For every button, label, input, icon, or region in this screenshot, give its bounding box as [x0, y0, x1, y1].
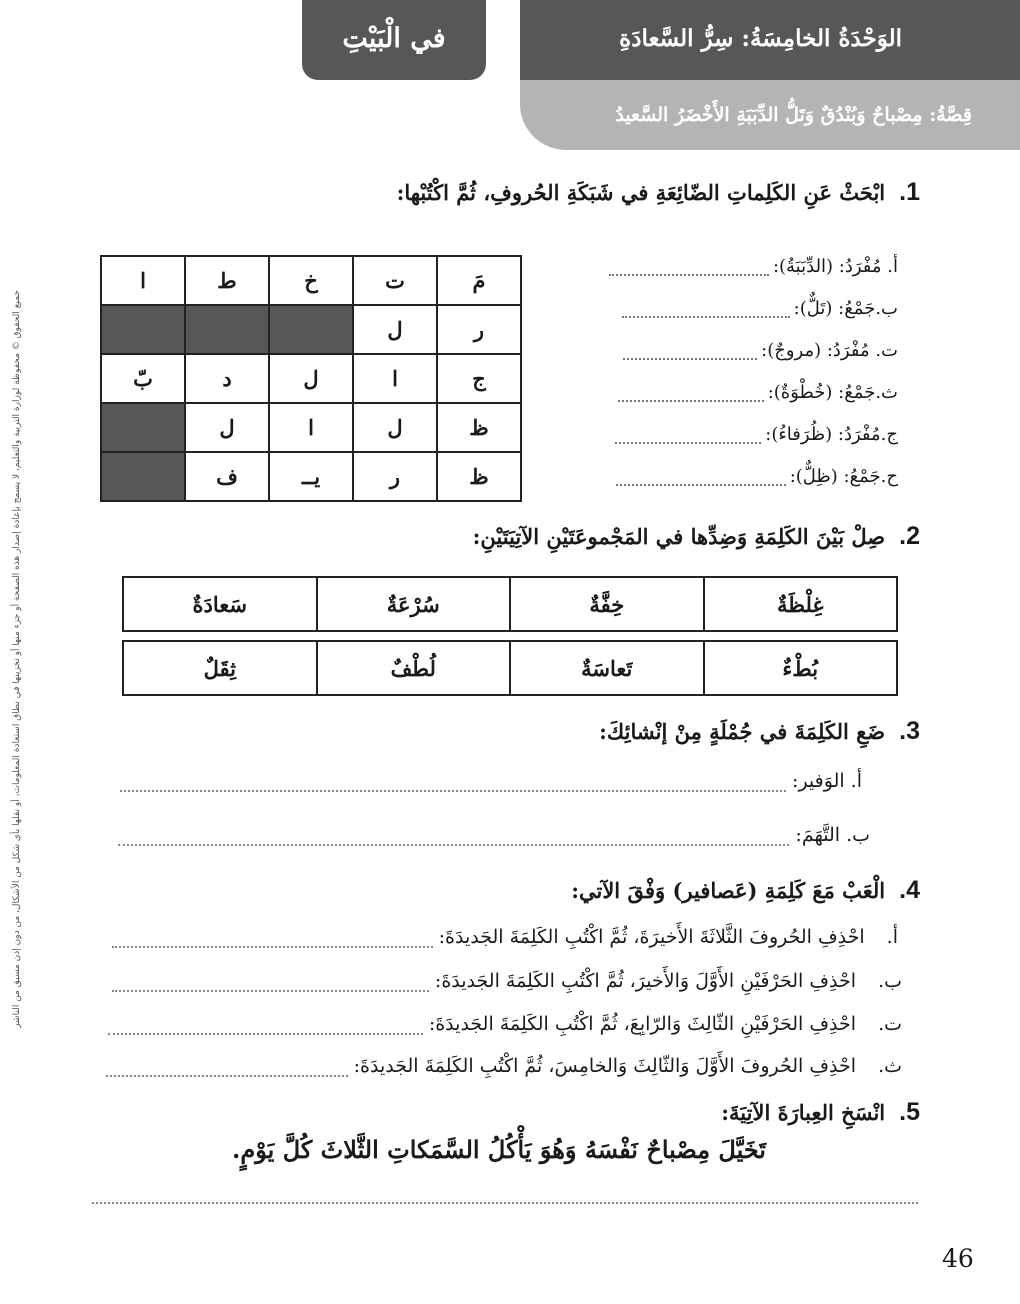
q3-answer-line-a[interactable]	[120, 778, 786, 792]
q1-answer-line[interactable]	[616, 468, 786, 486]
grid-row	[101, 256, 521, 305]
pairs-row-2-table	[122, 640, 898, 696]
grid-row	[101, 305, 521, 354]
pair-word[interactable]: سَعادَةٌ	[123, 577, 317, 631]
question-2-title: صِلْ بَيْنَ الكَلِمَةِ وَضِدِّها في المَجْموعَتَيْنِ الآتِيَتَيْنِ:	[472, 524, 886, 549]
grid-cell[interactable]: ج	[437, 354, 521, 403]
q4-item-letter: ت.	[878, 1013, 902, 1035]
question-2-heading	[473, 522, 920, 551]
q1-item-label: ح.جَمْعُ: (ظِلٌّ):	[789, 466, 898, 487]
pairs-row-1-table	[122, 576, 898, 632]
q3-item-a	[120, 770, 862, 792]
grid-cell-shaded[interactable]	[185, 305, 269, 354]
q5-answer-line[interactable]	[92, 1202, 918, 1204]
q4-item	[108, 1013, 902, 1035]
q4-item	[106, 1055, 902, 1077]
q4-answer-line[interactable]	[108, 1021, 423, 1035]
q4-item	[112, 970, 902, 992]
q4-item	[112, 926, 898, 948]
q1-item	[558, 462, 898, 504]
grid-row	[101, 403, 521, 452]
q1-answer-line[interactable]	[618, 384, 764, 402]
question-3-heading	[599, 717, 920, 746]
pair-word[interactable]: سُرْعَةٌ	[317, 577, 511, 631]
question-1-heading	[397, 178, 920, 207]
q3-answer-line-b[interactable]	[118, 832, 789, 846]
q3-item-b-label: ب. التَّهَمَ:	[795, 824, 870, 846]
question-3-number: 3.	[899, 717, 920, 745]
q1-item-label: أ. مُفْرَدُ: (الدِّبَبَةُ):	[772, 256, 898, 277]
q1-item	[558, 336, 898, 378]
q1-item-label: ث.جَمْعُ: (خُطْوَةٌ):	[767, 382, 898, 403]
q1-item	[558, 420, 898, 462]
grid-cell[interactable]: ت	[353, 256, 437, 305]
question-5-number: 5.	[899, 1098, 920, 1126]
q4-answer-line[interactable]	[112, 934, 433, 948]
grid-row	[101, 354, 521, 403]
q4-item-letter: ث.	[878, 1055, 902, 1077]
q4-item-letter: أ.	[886, 926, 898, 948]
grid-cell[interactable]: د	[185, 354, 269, 403]
q4-item-text: احْذِفِ الحَرْفَيْنِ الأَوَّلَ وَالأَخيرَ، ثُمَّ اكْتُبِ الكَلِمَةَ الجَديدَةَ:	[434, 970, 857, 992]
q1-answer-line[interactable]	[615, 426, 761, 444]
grid-cell[interactable]: ط	[185, 256, 269, 305]
grid-cell[interactable]: ل	[269, 354, 353, 403]
page-number: 46	[942, 1244, 974, 1273]
grid-cell-shaded[interactable]	[101, 452, 185, 501]
pair-word[interactable]: خِفَّةٌ	[510, 577, 704, 631]
grid-cell[interactable]: ل	[185, 403, 269, 452]
grid-cell[interactable]: ظ	[437, 403, 521, 452]
unit-title: الوَحْدَةُ الخامِسَةُ: سِرُّ السَّعادَةِ	[520, 0, 1020, 80]
q1-word-list	[558, 252, 898, 504]
grid-row	[101, 452, 521, 501]
grid-cell[interactable]: يــ	[269, 452, 353, 501]
q1-item-label: ب.جَمْعُ: (تَلٌّ):	[793, 298, 898, 319]
pair-word[interactable]: بُطْءٌ	[704, 641, 898, 695]
question-4-title: الْعَبْ مَعَ كَلِمَةِ (عَصافير) وَفْقَ الآتي:	[571, 878, 886, 903]
question-5-title: انْسَخِ العِبارَةَ الآتِيَةَ:	[721, 1100, 886, 1125]
grid-cell[interactable]: خ	[269, 256, 353, 305]
grid-cell[interactable]: ا	[269, 403, 353, 452]
pair-word[interactable]: تَعاسَةٌ	[510, 641, 704, 695]
q4-answer-line[interactable]	[112, 978, 429, 992]
grid-cell-shaded[interactable]	[269, 305, 353, 354]
grid-cell[interactable]: ف	[185, 452, 269, 501]
q4-item-letter: ب.	[878, 970, 902, 992]
letter-grid	[100, 255, 522, 502]
q3-item-b	[118, 824, 870, 846]
pair-word[interactable]: غِلْظَةٌ	[704, 577, 898, 631]
question-2-number: 2.	[899, 522, 920, 550]
q1-answer-line[interactable]	[623, 342, 757, 360]
grid-cell[interactable]: ا	[353, 354, 437, 403]
question-5-heading	[721, 1098, 920, 1127]
home-tab: في الْبَيْتِ	[302, 0, 486, 80]
copy-sentence: تَخَيَّلَ مِصْباحٌ نَفْسَهُ وَهُوَ يَأْكُلُ السَّمَكاتِ الثَّلاثَ كُلَّ يَوْمٍ.	[232, 1135, 766, 1164]
grid-cell[interactable]: ر	[437, 305, 521, 354]
copyright-note: جميع الحقوق © محفوظة لوزارة التربية والتعليم، لا يسمح بإعادة إصدار هذه الصفحة أو جزء منها أو تخزينها في نطاق استعادة المعلومات، أو نقلها بأي شكل من الأشكال، من دون إذن مسبق من الناشر	[12, 290, 22, 1028]
question-1-number: 1.	[899, 178, 920, 206]
grid-cell-shaded[interactable]	[101, 403, 185, 452]
grid-cell[interactable]: ا	[101, 256, 185, 305]
q1-item-label: ت. مُفْرَدُ: (مروجٌ):	[761, 340, 898, 361]
q3-item-a-label: أ. الوَفير:	[792, 770, 862, 792]
question-4-heading	[571, 876, 920, 905]
q1-answer-line[interactable]	[622, 300, 790, 318]
q1-item	[558, 378, 898, 420]
story-title: قِصَّةُ: مِصْباحٌ وَبُنْدُقٌ وَتَلُّ الدِّبَبَةِ الأَخْضَرُ السَّعيدُ	[520, 80, 1020, 150]
q1-answer-line[interactable]	[609, 258, 769, 276]
grid-cell[interactable]: ظ	[437, 452, 521, 501]
q1-item-label: ج.مُفْرَدُ: (ظُرَفاءُ):	[765, 424, 898, 445]
word-pairs	[122, 576, 898, 696]
grid-cell[interactable]: ل	[353, 403, 437, 452]
q4-item-text: احْذِفِ الحَرْفَيْنِ الثّالِثَ وَالرّابِعَ، ثُمَّ اكْتُبِ الكَلِمَةَ الجَديدَةَ:	[428, 1013, 857, 1035]
q1-item	[558, 252, 898, 294]
question-3-title: ضَعِ الكَلِمَةَ في جُمْلَةٍ مِنْ إنْشائِكَ:	[599, 719, 886, 744]
q4-item-text: احْذِفِ الحُروفَ الثَّلاثَةَ الأَخيرَةَ، ثُمَّ اكْتُبِ الكَلِمَةَ الجَديدَةَ:	[438, 926, 865, 948]
question-1-title: ابْحَثْ عَنِ الكَلِماتِ الضّائِعَةِ في شَبَكَةِ الحُروفِ، ثُمَّ اكْتُبْها:	[396, 180, 886, 205]
grid-cell[interactable]: مَ	[437, 256, 521, 305]
q4-answer-line[interactable]	[106, 1063, 348, 1077]
question-4-number: 4.	[899, 876, 920, 904]
q1-item	[558, 294, 898, 336]
grid-cell[interactable]: ل	[353, 305, 437, 354]
pair-word[interactable]: ثِقَلٌ	[123, 641, 317, 695]
q4-item-text: احْذِفِ الحُروفَ الأَوَّلَ وَالثّالِثَ وَالخامِسَ، ثُمَّ اكْتُبِ الكَلِمَةَ الجَديدَةَ:	[353, 1055, 857, 1077]
grid-cell[interactable]: بّ	[101, 354, 185, 403]
grid-cell[interactable]: ر	[353, 452, 437, 501]
pair-word[interactable]: لُطْفٌ	[317, 641, 511, 695]
grid-cell-shaded[interactable]	[101, 305, 185, 354]
